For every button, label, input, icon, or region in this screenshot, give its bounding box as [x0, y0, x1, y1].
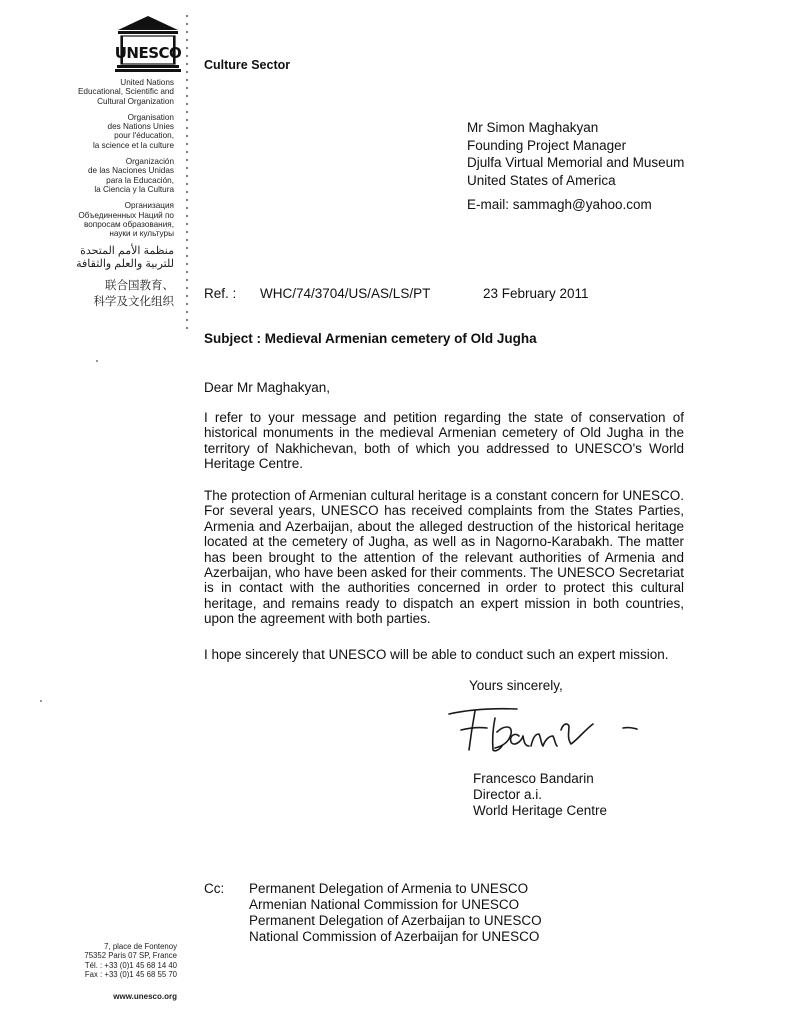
cc-label: Cc: [204, 881, 225, 896]
ref-label: Ref. : [204, 286, 237, 301]
organization-names [76, 78, 174, 317]
signer-title: Director a.i. [473, 787, 543, 802]
cc-item: Armenian National Commission for UNESCO [249, 897, 520, 912]
paragraph-1: I refer to your message and petition regarding the state of conservation of historical monuments in the medieval Armenian cemetery of Old Jugha in the territory of Nakhichevan, both of which you addressed to UNESCO's World Heritage Centre. [204, 410, 684, 472]
org-name-french: Organisation des Nations Unies pour l'éducation, la science et la culture [92, 112, 174, 150]
org-name-arabic: منظمة الأمم المتحدة للتربية والعلم والثقافة [76, 245, 174, 271]
cc-list [249, 881, 542, 945]
paragraph-3: I hope sincerely that UNESCO will be able to conduct such an expert mission. [204, 647, 669, 662]
paragraph-2: The protection of Armenian cultural heritage is a constant concern for UNESCO. For several years, UNESCO has received complaints from the States Parties, Armenia and Azerbaijan, about the alleged destruction of the historical heritage located at the cemetery of Jugha, as well as in Nagorno-Karabakh. The matter has been brought to the attention of the relevant authorities of Armenia and Azerbaijan, who have been asked for their comments. The UNESCO Secretariat is in contact with the authorities concerned in order to protect this cultural heritage, and remains ready to dispatch an expert mission in both countries, upon the agreement with both parties. [204, 488, 684, 627]
signer-name: Francesco Bandarin [473, 771, 594, 786]
signer-department: World Heritage Centre [473, 803, 608, 818]
closing-line: Yours sincerely, [469, 678, 563, 693]
signer-block [473, 771, 607, 819]
org-name-spanish: Organización de las Naciones Unidas para la Educación, la Ciencia y la Cultura [87, 157, 174, 194]
letter-date: 23 February 2011 [483, 286, 589, 301]
handwritten-signature [447, 700, 665, 762]
scan-speck [40, 700, 42, 702]
org-name-russian: Организация Объединенных Наций по вопросам образования, науки и культуры [78, 201, 174, 239]
unesco-logo [114, 14, 182, 74]
recipient-address: Mr Simon Maghakyan Founding Project Manager Djulfa Virtual Memorial and Museum United States of America [467, 120, 685, 188]
cc-item: National Commission of Azerbaijan for UNESCO [249, 929, 540, 944]
sector-heading: Culture Sector [204, 58, 291, 72]
footer-address: 7, place de Fontenoy 75352 Paris 07 SP, France Tél. : +33 (0)1 45 68 14 40 Fax : +33 (0)1 45 68 55 70 [84, 942, 177, 980]
svg-text:UNESCO: UNESCO [114, 44, 182, 62]
scan-speck [96, 360, 98, 362]
letterhead-divider [186, 12, 188, 332]
ref-number: WHC/74/3704/US/AS/LS/PT [260, 286, 431, 301]
cc-item: Permanent Delegation of Armenia to UNESCO [249, 881, 529, 896]
footer-website: www.unesco.org [113, 992, 177, 1001]
org-name-english: United Nations Educational, Scientific and Cultural Organization [77, 78, 174, 106]
salutation: Dear Mr Maghakyan, [204, 380, 331, 395]
subject-line: Subject : Medieval Armenian cemetery of Old Jugha [204, 331, 537, 346]
org-name-chinese: 联合国教育、 科学及文化组织 [93, 280, 174, 309]
recipient-email: E-mail: sammagh@yahoo.com [467, 197, 652, 212]
cc-item: Permanent Delegation of Azerbaijan to UNESCO [249, 913, 542, 928]
